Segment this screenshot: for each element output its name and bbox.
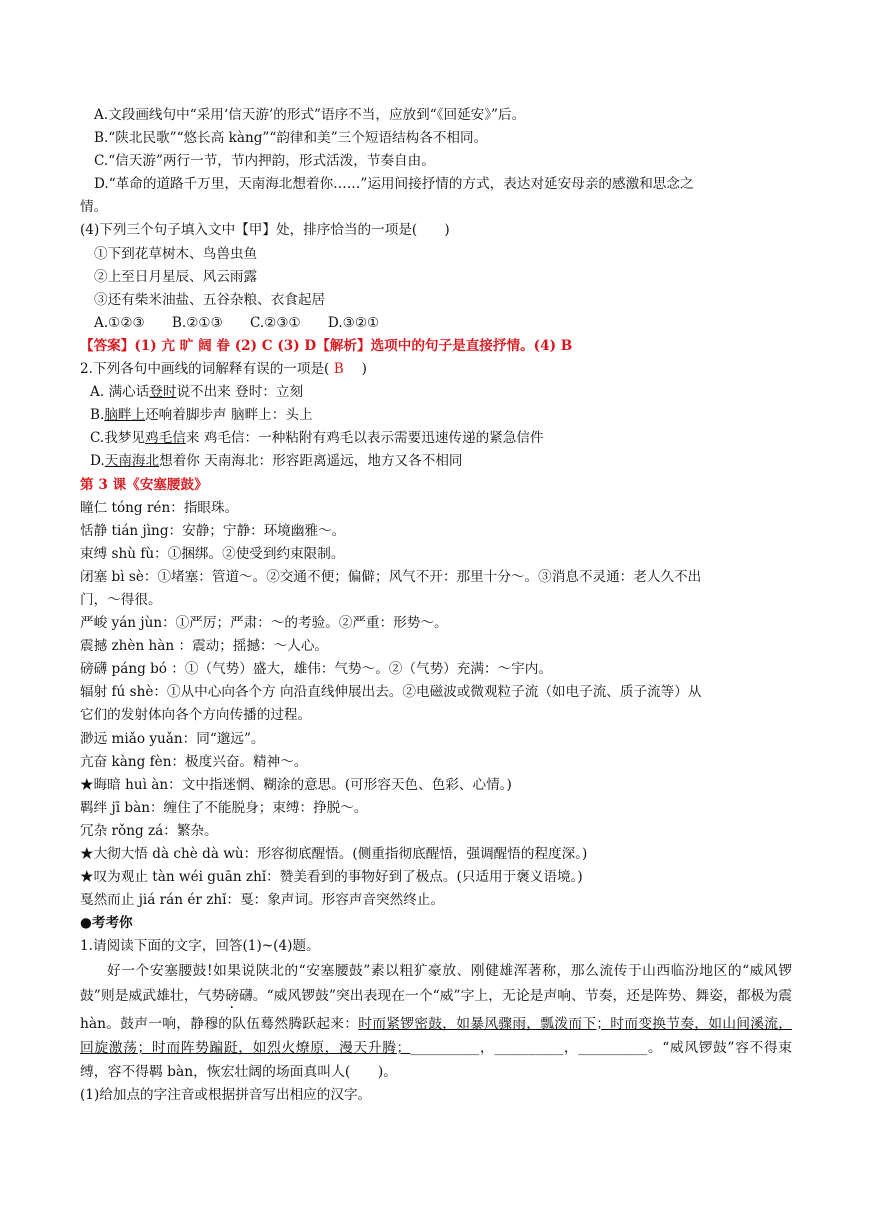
vocab-item: 束缚 shù fù：①捆绑。②使受到约束限制。 — [80, 545, 345, 562]
underlined-word: 天南海北 — [104, 453, 160, 470]
q2-stem: 2.下列各句中画线的词解释有误的一项是( B ) — [80, 361, 367, 378]
document-page — [80, 104, 792, 1107]
answer-text: (1) 亢 旷 阔 眷 (2) C (3) D — [134, 337, 317, 354]
vocab-item: 震撼 zhèn hàn ：震动；摇撼：～人心。 — [80, 638, 329, 655]
q3-option-d-line1: D.“革命的道路千万里，天南海北想着你……”运用间接抒情的方式，表达对延安母亲的感激和思念之 — [94, 176, 694, 193]
reading-passage: 好一个安塞腰鼓!如果说陕北的“安塞腰鼓”素以粗犷豪放、刚健雄浑著称，那么流传于山西临汾地区的“威风锣鼓”则是威武雄壮，气势磅礴。“威风锣鼓”突出表现在一个“威”字上，无论是声响、节奏，还是阵势、舞姿，都极为震 hàn。鼓声一响，静穆的队伍蓦然腾跃起来：时而紧锣密鼓，如暴风骤雨，瓢泼而下；时而变换节奏，如山间溪流，回旋激荡；时而阵势蹁跹，如烈火燎原，漫天升腾；__________，__________，__________。“威风锣鼓”容不得束缚，容不得羁 bàn，恢宏壮阔的场面真叫人( )。 — [80, 963, 793, 1081]
analysis-text: 选项中的句子是直接抒情。(4) B — [370, 337, 573, 354]
q3-option-d-line2: 情。 — [80, 199, 108, 216]
vocab-item: ★叹为观止 tàn wéi guān zhǐ：赞美看到的事物好到了极点。(只适用于褒义语境。) — [80, 869, 583, 886]
vocab-item: 磅礴 páng bó ：①（气势）盛大，雄伟：气势～。②（气势）充满：～宇内。 — [80, 661, 552, 678]
sub-question-1: (1)给加点的字注音或根据拼音写出相应的汉字。 — [80, 1087, 372, 1104]
q2-option-d: D.天南海北想着你 天南海北：形容距离遥远，地方又各不相同 — [90, 453, 463, 470]
underlined-word: 登时 — [149, 384, 177, 401]
vocab-item: 亢奋 kàng fèn：极度兴奋。精神～。 — [80, 753, 308, 770]
q4-stem: (4)下列三个句子填入文中【甲】处，排序恰当的一项是( ) — [80, 222, 450, 239]
vocab-item: ★大彻大悟 dà chè dà wù：形容彻底醒悟。(侧重指彻底醒悟，强调醒悟的程度深。) — [80, 846, 588, 862]
answer-blank[interactable]: __________ — [410, 1039, 480, 1056]
q4-sentence-2: ②上至日月星辰、风云雨露 — [94, 268, 258, 285]
q2-option-a: A. 满心话登时说不出来 登时：立刻 — [90, 384, 304, 401]
vocab-item: 渺远 miǎo yuǎn：同“邈远”。 — [80, 730, 265, 747]
analysis-tag: 【解析】 — [316, 337, 371, 354]
answer-blank[interactable]: __________ — [494, 1039, 564, 1056]
dotted-char: 磅 — [225, 987, 239, 1004]
vocab-item: 瞳仁 tóng rén：指眼珠。 — [80, 499, 239, 516]
answer-line — [80, 335, 792, 358]
q4-sentence-3: ③还有柴米油盐、五谷杂粮、衣食起居 — [94, 291, 326, 308]
underlined-sentence: 时而紧锣密鼓，如暴风骤雨，瓢泼而下；时而变换节奏，如山间溪流，回旋激荡；时而阵势蹁跹，如烈火燎原，漫天升腾； — [80, 1015, 792, 1056]
q3-option-a: A.文段画线句中“采用‘信天游’的形式”语序不当，应放到“《回延安》”后。 — [94, 107, 526, 123]
vocab-item: 戛然而止 jiá rán ér zhǐ：戛：象声词。形容声音突然终止。 — [80, 892, 444, 909]
q4-sentence-1: ①下到花草树木、鸟兽虫鱼 — [94, 245, 258, 262]
vocab-item: 它们的发射体向各个方向传播的过程。 — [80, 707, 312, 724]
q2-answer: B — [329, 361, 349, 378]
answer-tag: 【答案】 — [80, 337, 135, 354]
vocab-item: 恬静 tián jìng：安静；宁静：环境幽雅～。 — [80, 522, 346, 539]
vocab-item: ★晦暗 huì àn：文中指迷惘、糊涂的意思。(可形容天色、色彩、心情。) — [80, 776, 512, 793]
answer-blank[interactable]: __________ — [578, 1039, 648, 1056]
q4-options: A.①②③ B.②①③ C.②③① D.③②① — [94, 314, 380, 331]
vocab-item: 冗杂 rǒng zá：繁杂。 — [80, 822, 218, 839]
q2-option-b: B.脑畔上还响着脚步声 脑畔上：头上 — [90, 407, 313, 424]
q2-option-c: C.我梦见鸡毛信来 鸡毛信：一种粘附有鸡毛以表示需要迅速传递的紧急信件 — [90, 430, 544, 447]
vocab-item: 羁绊 jī bàn：缠住了不能脱身；束缚：挣脱～。 — [80, 799, 368, 816]
vocab-item: 闭塞 bì sè：①堵塞：管道～。②交通不便；偏僻；风气不开：那里十分～。③消息不灵通：老人久不出 — [80, 568, 702, 585]
underlined-word: 鸡毛信 — [145, 430, 186, 447]
underlined-word: 脑畔上 — [104, 407, 146, 424]
vocab-item: 辐射 fú shè：①从中心向各个方 向沿直线伸展出去。②电磁波或微观粒子流（如电子流、质子流等）从 — [80, 684, 702, 701]
lesson-title: 第 3 课《安塞腰鼓》 — [80, 476, 208, 493]
q3-option-c: C.“信天游”两行一节，节内押韵，形式活泼，节奏自由。 — [94, 153, 435, 170]
q1-stem: 1.请阅读下面的文字，回答(1)~(4)题。 — [80, 938, 320, 955]
vocab-item: 严峻 yán jùn：①严厉；严肃：～的考验。②严重：形势～。 — [80, 615, 448, 632]
exam-heading: ●考考你 — [80, 915, 133, 932]
q3-option-b: B.“陕北民歌”“悠长高 kàng”“韵律和美”三个短语结构各不相同。 — [94, 130, 488, 147]
vocab-item: 门，～得很。 — [80, 591, 162, 608]
